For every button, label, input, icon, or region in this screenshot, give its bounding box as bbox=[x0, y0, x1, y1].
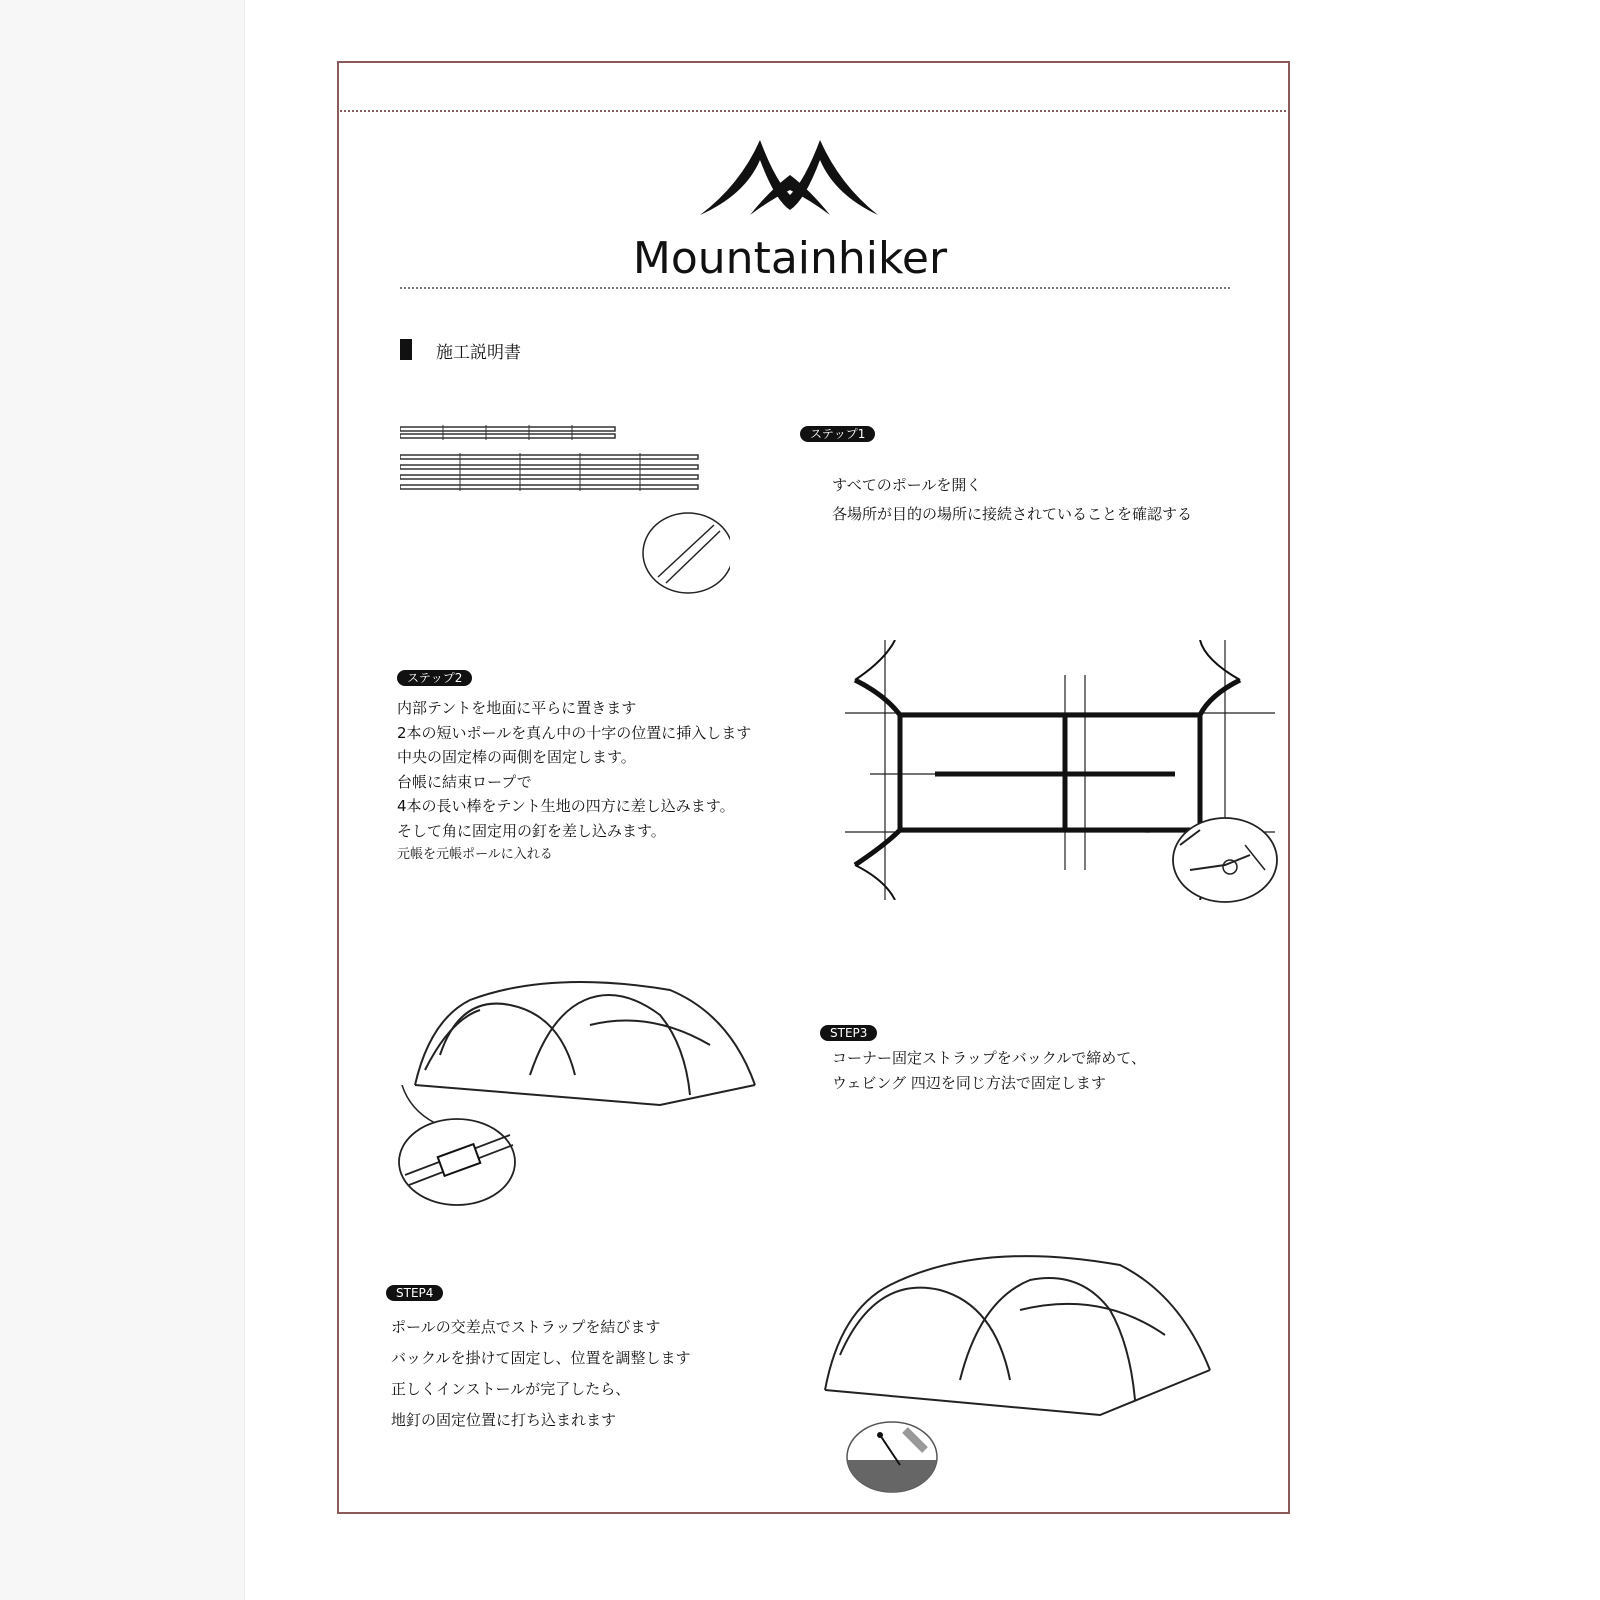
callout-curve bbox=[400, 1085, 440, 1125]
top-dotted-divider bbox=[337, 110, 1290, 112]
brand-name: Mountainhiker bbox=[632, 233, 948, 284]
section-marker bbox=[400, 339, 412, 360]
step2-line-6: そして角に固定用の釘を差し込みます。 bbox=[397, 821, 666, 840]
left-margin-strip bbox=[0, 0, 245, 1600]
corner-stake-detail-icon bbox=[1170, 815, 1280, 905]
step2-badge: ステップ2 bbox=[397, 670, 472, 686]
buckle-detail-icon bbox=[395, 1115, 520, 1210]
step4-line-4: 地釘の固定位置に打ち込まれます bbox=[391, 1411, 617, 1429]
step4-line-1: ポールの交差点でストラップを結びます bbox=[391, 1318, 661, 1336]
step2-line-7: 元帳を元帳ポールに入れる bbox=[397, 847, 553, 862]
header-dotted-divider bbox=[400, 287, 1230, 289]
step1-badge: ステップ1 bbox=[800, 426, 875, 442]
step1-line-1: すべてのポールを開く bbox=[832, 476, 982, 494]
poles-illustration bbox=[400, 425, 730, 595]
ground-stake-detail-icon bbox=[845, 1420, 940, 1495]
step1-text bbox=[832, 471, 1192, 529]
step4-line-2: バックルを掛けて固定し、位置を調整します bbox=[391, 1349, 691, 1367]
step3-text bbox=[832, 1046, 1146, 1095]
step2-text bbox=[397, 696, 751, 868]
step1-line-2: 各場所が目的の場所に接続されていることを確認する bbox=[832, 505, 1193, 523]
step3-line-2: ウェビング 四辺を同じ方法で固定します bbox=[832, 1073, 1106, 1092]
tent-final-illustration bbox=[820, 1250, 1215, 1420]
step2-line-3: 中央の固定棒の両側を固定します。 bbox=[397, 748, 636, 766]
step2-line-1: 内部テントを地面に平らに置きます bbox=[397, 699, 637, 717]
step4-badge: STEP4 bbox=[386, 1285, 443, 1301]
step2-line-5: 4本の長い棒をテント生地の四方に差し込みます。 bbox=[397, 797, 735, 815]
step2-line-2: 2本の短いポールを真ん中の十字の位置に挿入します bbox=[397, 723, 752, 742]
step2-line-4: 台帳に結束ロープで bbox=[397, 772, 532, 791]
step3-badge: STEP3 bbox=[820, 1025, 877, 1041]
step4-text bbox=[391, 1312, 691, 1436]
tent-shelter-illustration bbox=[410, 975, 760, 1110]
mountain-peaks-logo bbox=[700, 135, 880, 220]
section-title: 施工説明書 bbox=[436, 343, 521, 363]
step3-line-1: コーナー固定ストラップをバックルで締めて、 bbox=[832, 1049, 1146, 1067]
step4-line-3: 正しくインストールが完了したら、 bbox=[391, 1380, 631, 1398]
